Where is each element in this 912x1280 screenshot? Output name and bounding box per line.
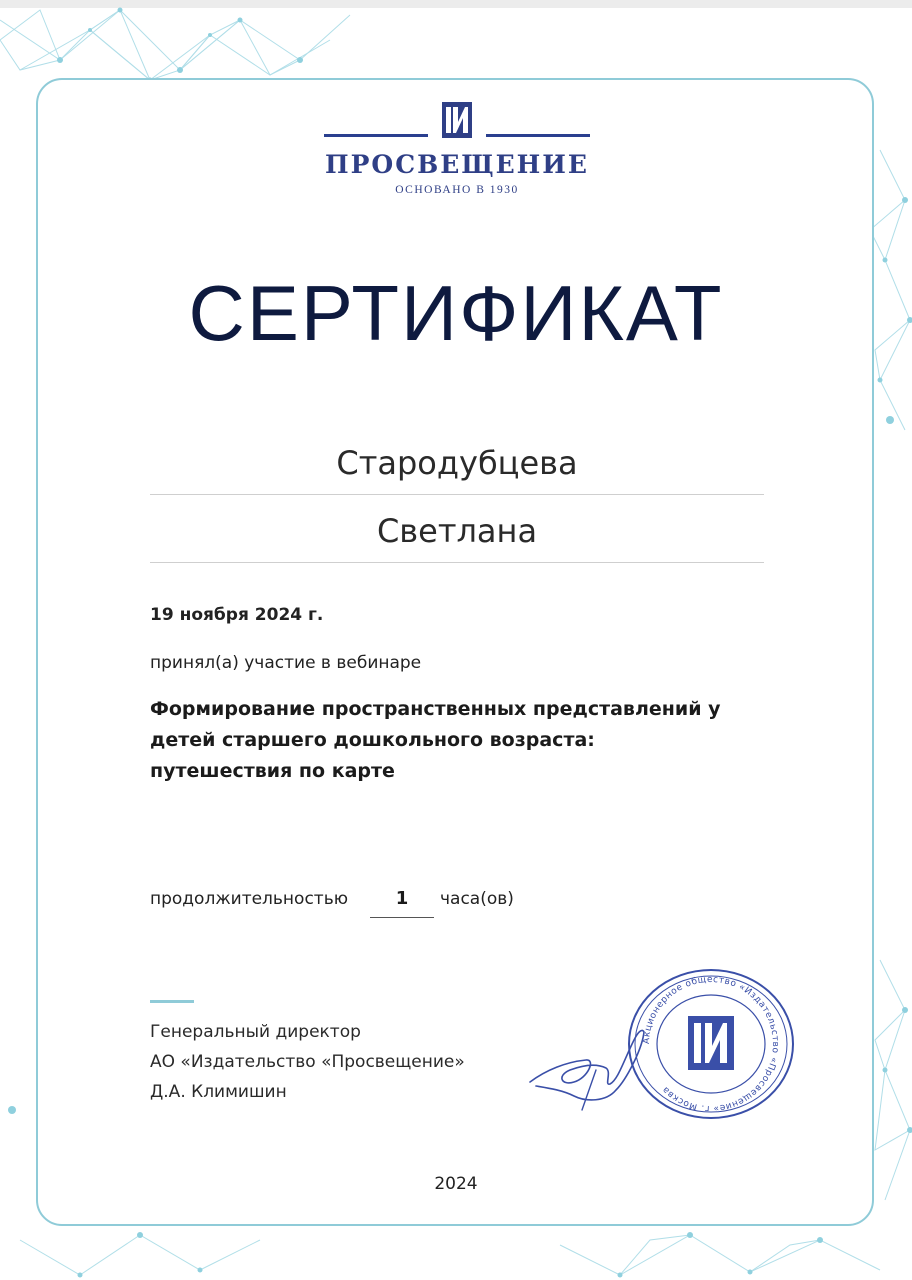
certificate-year: 2024: [434, 1174, 478, 1194]
duration-underline: [370, 917, 434, 918]
given-name-underline: [150, 562, 764, 563]
stamp-emblem-icon: [688, 1016, 734, 1070]
certificate-title: СЕРТИФИКАТ: [188, 269, 724, 357]
signatory-block: [150, 1017, 465, 1107]
prosveshchenie-logo: [324, 100, 590, 200]
official-stamp: [626, 966, 796, 1122]
signatory-position: Генеральный директор: [150, 1022, 361, 1042]
participation-text: принял(а) участие в вебинаре: [150, 653, 422, 673]
logo-wordmark: ПРОСВЕЩЕНИЕ: [325, 150, 589, 179]
webinar-topic: [150, 694, 770, 787]
topic-line: путешествия по карте: [150, 760, 395, 782]
surname-underline: [150, 494, 764, 495]
topic-line: детей старшего дошкольного возраста:: [150, 729, 595, 751]
event-date: 19 ноября 2024 г.: [150, 605, 324, 625]
publisher-emblem-icon: [441, 100, 473, 140]
logo-rule-right: [486, 134, 590, 137]
recipient-surname: Стародубцева: [336, 444, 578, 482]
stamp-ring-text-path: Акционерное общество «Издательство «Просвещение» г. Москва: [641, 974, 781, 1114]
topic-line: Формирование пространственных представлений у: [150, 698, 721, 720]
signature-accent-line: [150, 1000, 194, 1003]
signatory-organization: АО «Издательство «Просвещение»: [150, 1052, 465, 1072]
duration-suffix: часа(ов): [440, 889, 514, 909]
logo-rule-left: [324, 134, 428, 137]
logo-founded: ОСНОВАНО В 1930: [395, 184, 519, 196]
signatory-name: Д.А. Климишин: [150, 1082, 287, 1102]
duration-prefix: продолжительностью: [150, 889, 349, 909]
duration-value: 1: [395, 888, 409, 909]
recipient-given-name: Светлана: [376, 512, 538, 550]
